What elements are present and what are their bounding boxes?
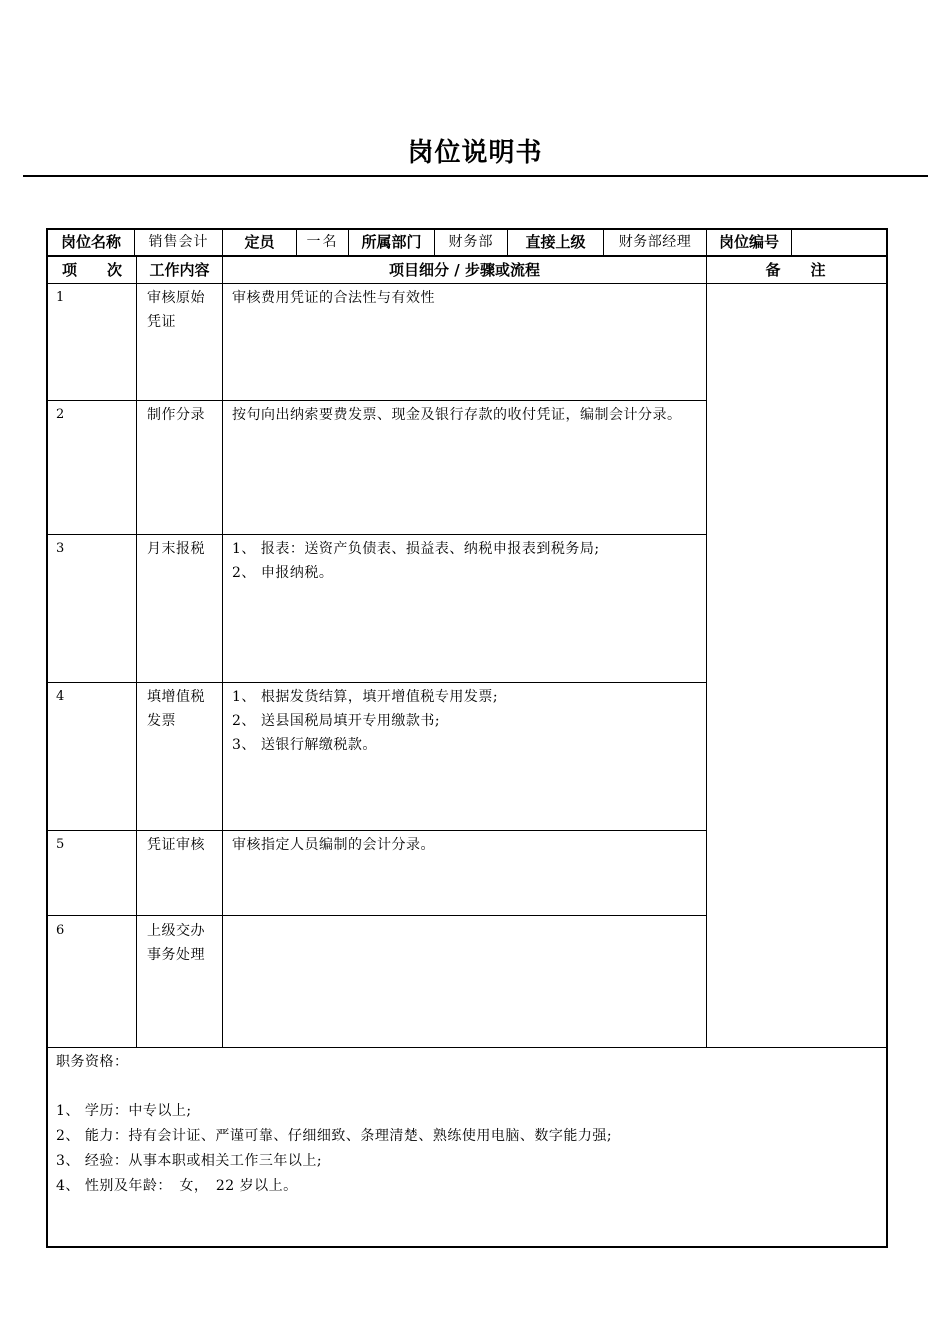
header-divider xyxy=(791,229,792,256)
page-title: 岗位说明书 xyxy=(407,138,543,168)
row-1-work: 审核原始 凭证 xyxy=(147,290,205,330)
row-5-steps: 审核指定人员编制的会计分录。 xyxy=(232,837,435,853)
row-1-steps: 审核费用凭证的合法性与有效性 xyxy=(232,290,435,306)
qualification-item: 2、 能力：持有会计证、严谨可靠、仔细细致、条理清楚、熟练使用电脑、数字能力强; xyxy=(56,1128,613,1144)
row-6-bottom-rule xyxy=(46,1047,886,1048)
row-5-work: 凭证审核 xyxy=(147,837,205,853)
header-bottom-rule xyxy=(46,255,886,257)
row-5-number: 5 xyxy=(56,837,65,852)
column-header-steps: 项目细分 / 步骤或流程 xyxy=(389,261,540,279)
headcount-label: 定员 xyxy=(244,233,275,251)
row-1-number: 1 xyxy=(56,290,65,305)
row-2-steps: 按句向出纳索要费发票、现金及银行存款的收付凭证，编制会计分录。 xyxy=(232,407,682,423)
row-4-work: 填增值税 发票 xyxy=(147,689,205,729)
post-name-value: 销售会计 xyxy=(148,234,209,250)
row-4-bottom-rule xyxy=(46,830,706,831)
department-value: 财务部 xyxy=(448,234,494,250)
qualification-item: 1、 学历：中专以上; xyxy=(56,1103,192,1119)
row-2-bottom-rule xyxy=(46,534,706,535)
qualifications-heading: 职务资格： xyxy=(56,1054,129,1070)
row-1-bottom-rule xyxy=(46,400,706,401)
row-3-work: 月末报税 xyxy=(147,541,205,557)
department-label: 所属部门 xyxy=(361,233,422,251)
post-name-label: 岗位名称 xyxy=(60,233,121,251)
row-2-number: 2 xyxy=(56,407,65,422)
row-3-number: 3 xyxy=(56,541,65,556)
row-2-work: 制作分录 xyxy=(147,407,205,423)
column-divider xyxy=(222,256,223,1048)
title-rule xyxy=(23,175,928,177)
superior-label: 直接上级 xyxy=(525,233,586,251)
row-4-steps: 1、 根据发货结算，填开增值税专用发票; 2、 送县国税局填开专用缴款书; 3、 送银行解缴税款。 xyxy=(232,689,499,753)
row-6-number: 6 xyxy=(56,923,65,938)
column-divider xyxy=(136,256,137,1048)
superior-value: 财务部经理 xyxy=(618,234,692,250)
qualification-item: 3、 经验：从事本职或相关工作三年以上; xyxy=(56,1153,323,1169)
column-header-remarks: 备 注 xyxy=(765,261,826,279)
column-header-item: 项 次 xyxy=(61,261,122,279)
post-code-label: 岗位编号 xyxy=(718,233,779,251)
row-6-work: 上级交办 事务处理 xyxy=(147,923,205,963)
row-5-bottom-rule xyxy=(46,915,706,916)
row-3-bottom-rule xyxy=(46,682,706,683)
headcount-value: 一名 xyxy=(306,234,339,250)
column-header-work: 工作内容 xyxy=(149,261,210,279)
column-divider xyxy=(706,256,707,1048)
row-4-number: 4 xyxy=(56,689,65,704)
row-3-steps: 1、 报表：送资产负债表、损益表、纳税申报表到税务局; 2、 申报纳税。 xyxy=(232,541,600,581)
column-header-bottom-rule xyxy=(46,283,886,284)
qualification-item: 4、 性别及年龄： 女， 22 岁以上。 xyxy=(56,1178,298,1194)
